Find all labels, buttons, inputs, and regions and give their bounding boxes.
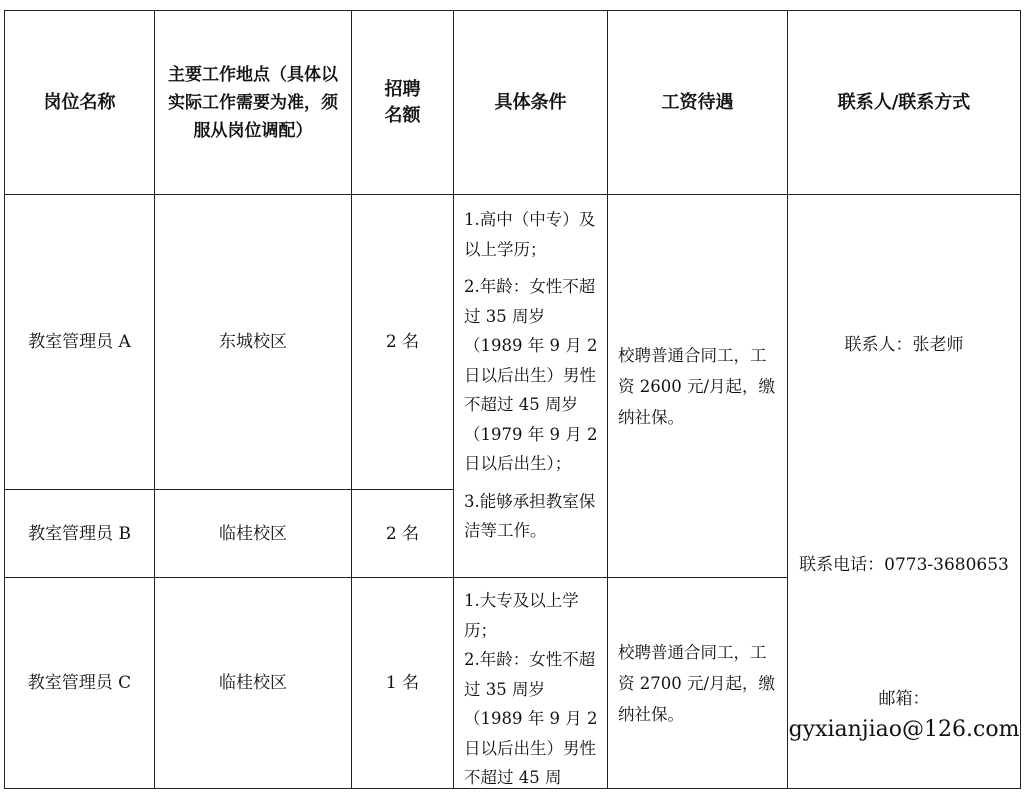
location-cell: 东城校区	[155, 195, 352, 490]
condition-item: 2.年龄：女性不超过 35 周岁（1989 年 9 月 2 日以后出生）男性不超过 45 周	[464, 650, 598, 787]
header-contact: 联系人/联系方式	[788, 11, 1021, 195]
header-conditions: 具体条件	[454, 11, 608, 195]
header-row	[5, 11, 1021, 195]
location-cell: 临桂校区	[155, 490, 352, 578]
location-cell: 临桂校区	[155, 578, 352, 789]
condition-item: 1.大专及以上学历；	[464, 591, 579, 640]
recruitment-table	[4, 10, 1021, 789]
condition-item: 3.能够承担教室保洁等工作。	[464, 491, 596, 540]
contact-phone: 联系电话：0773-3680653	[799, 555, 1009, 575]
salary-cell-ab: 校聘普通合同工，工资 2600 元/月起，缴纳社保。	[608, 195, 788, 578]
contact-email: gyxianjiao@126.com	[788, 717, 1020, 742]
header-position: 岗位名称	[5, 11, 155, 195]
salary-cell-c: 校聘普通合同工，工资 2700 元/月起，缴纳社保。	[608, 578, 788, 789]
header-salary: 工资待遇	[608, 11, 788, 195]
quota-cell: 2 名	[352, 490, 454, 578]
quota-cell: 1 名	[352, 578, 454, 789]
conditions-cell-c	[454, 578, 608, 789]
header-quota: 招聘名额	[352, 11, 454, 195]
header-location: 主要工作地点（具体以实际工作需要为准，须服从岗位调配）	[155, 11, 352, 195]
position-cell: 教室管理员 C	[5, 578, 155, 789]
contact-cell	[788, 195, 1021, 789]
contact-person: 联系人：张老师	[844, 335, 964, 355]
condition-item: 2.年龄：女性不超过 35 周岁（1989 年 9 月 2 日以后出生）男性不超过 45 周岁（1979 年 9 月 2 日以后出生）；	[464, 277, 598, 473]
position-cell: 教室管理员 B	[5, 490, 155, 578]
contact-email-label: 邮箱：	[878, 689, 930, 709]
condition-item: 1.高中（中专）及以上学历；	[464, 210, 596, 259]
quota-cell: 2 名	[352, 195, 454, 490]
table-row	[5, 195, 1021, 490]
position-cell: 教室管理员 A	[5, 195, 155, 490]
conditions-cell-ab	[454, 195, 608, 578]
